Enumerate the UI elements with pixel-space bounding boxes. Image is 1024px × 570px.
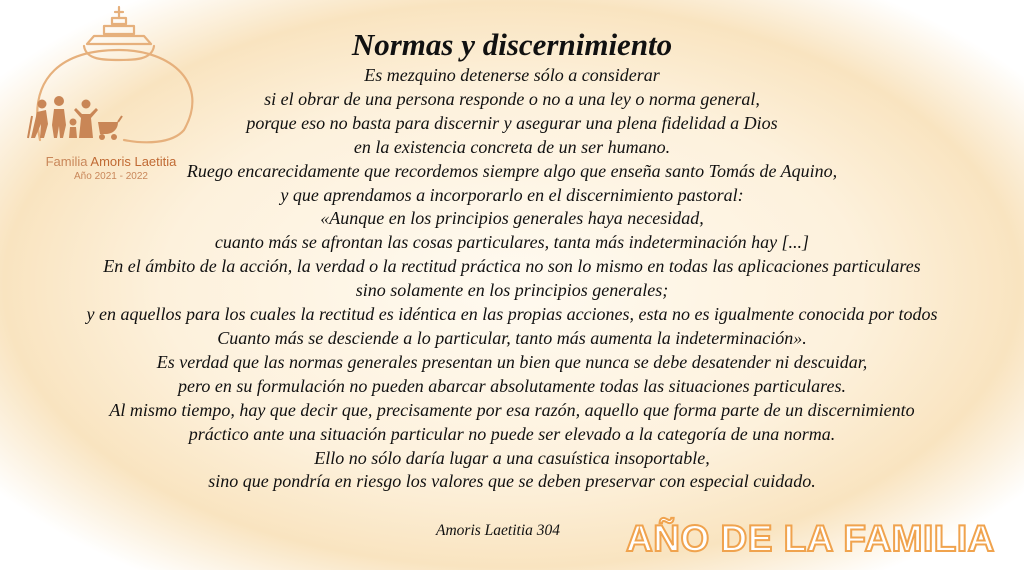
text-line: Cuanto más se desciende a lo particular, tanto más aumenta la indeterminación». <box>217 327 807 348</box>
text-line: y que aprendamos a incorporarlo en el discernimiento pastoral: <box>280 184 744 205</box>
text-line: «Aunque en los principios generales haya necesidad, <box>320 208 704 229</box>
body-text <box>0 64 1024 494</box>
text-line: sino solamente en los principios generales; <box>355 280 669 301</box>
text-line: cuanto más se afrontan las cosas particulares, tanta más indeterminación hay [...] <box>214 232 810 253</box>
text-line: Es verdad que las normas generales presentan un bien que nunca se debe desatender ni descuidar, <box>156 351 868 372</box>
text-line: si el obrar de una persona responde o no a una ley o norma general, <box>264 88 760 109</box>
logo-name-main: Amoris Laetitia <box>90 154 177 169</box>
text-line: porque eso no basta para discernir y asegurar una plena fidelidad a Dios <box>246 112 778 133</box>
text-line: sino que pondría en riesgo los valores que se deben preservar con especial cuidado. <box>208 471 816 492</box>
text-line: y en aquellos para los cuales la rectitud es idéntica en las propias acciones, esta no es igualmente conocida por todos <box>86 304 938 325</box>
text-line: práctico ante una situación particular no puede ser elevado a la categoría de una norma. <box>188 423 836 444</box>
logo-name-prefix: Familia <box>45 154 88 169</box>
text-line: Es mezquino detenerse sólo a considerar <box>364 65 660 85</box>
logo-years: Año 2021 - 2022 <box>74 171 148 182</box>
text-line: En el ámbito de la acción, la verdad o la rectitud práctica no son lo mismo en todas las aplicaciones particulares <box>103 256 921 277</box>
text-line: en la existencia concreta de un ser humano. <box>353 136 671 157</box>
year-of-family-banner: AÑO DE LA FAMILIA <box>626 518 995 559</box>
text-line: Al mismo tiempo, hay que decir que, precisamente por esa razón, aquello que forma parte de un discernimiento <box>109 399 915 420</box>
text-line: Ello no sólo daría lugar a una casuística insoportable, <box>314 447 710 468</box>
source-citation: Amoris Laetitia 304 <box>436 522 561 539</box>
page-title: Normas y discernimiento <box>351 27 673 62</box>
text-line: pero en su formulación no pueden abarcar absolutamente todas las situaciones particulares. <box>178 375 846 396</box>
text-line: Ruego encarecidamente que recordemos siempre algo que enseña santo Tomás de Aquino, <box>186 160 838 181</box>
